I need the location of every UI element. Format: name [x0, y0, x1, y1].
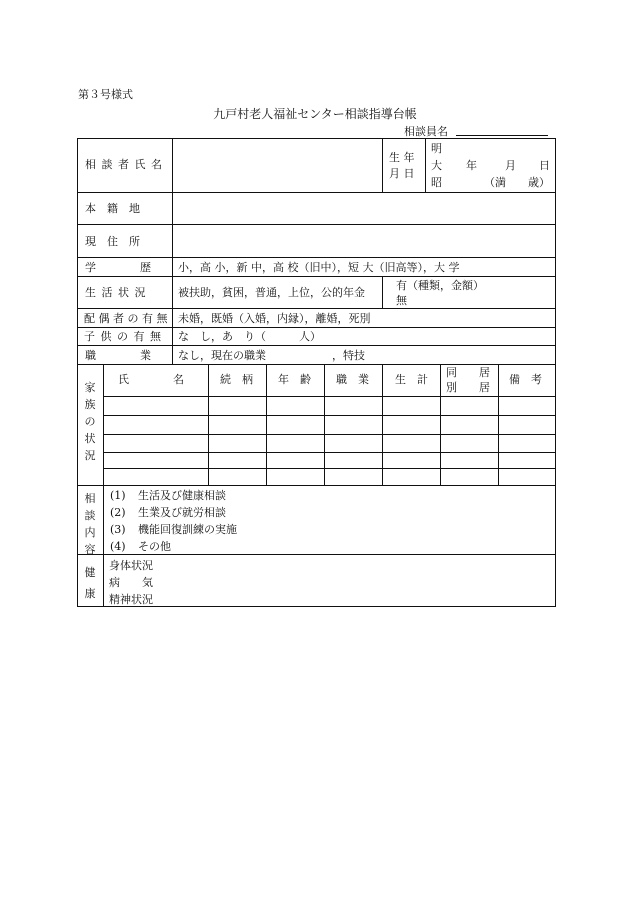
- consultation-section-label: [77, 490, 103, 558]
- rule-family-row4: [103, 468, 556, 469]
- health-mental[interactable]: 精神状況: [109, 593, 153, 606]
- rule-family-header-bottom: [103, 396, 556, 397]
- counselor-name-field[interactable]: [456, 135, 548, 136]
- counselor-label: 相談員名: [404, 125, 448, 138]
- rule-family-col5: [440, 364, 441, 485]
- family-col-relation: 続 柄: [220, 373, 253, 386]
- rule-section-column: [103, 364, 104, 607]
- rule-children-bottom: [77, 345, 556, 346]
- rule-address-bottom: [77, 257, 556, 258]
- year-unit: 年: [466, 159, 477, 172]
- living-label: 生 活 状 況: [85, 286, 147, 299]
- rule-family-row2: [103, 434, 556, 435]
- day-unit: 日: [539, 159, 550, 172]
- consultation-item-num: (3): [110, 523, 126, 536]
- rule-birth-right: [425, 138, 426, 192]
- pension-no[interactable]: 無: [396, 294, 407, 307]
- family-col-cohabit: 同 居: [446, 366, 490, 379]
- era-meiji[interactable]: 明: [431, 142, 442, 155]
- consultation-item-text[interactable]: その他: [138, 540, 171, 553]
- age-text: （満 歳）: [484, 176, 550, 189]
- consultation-item-text[interactable]: 機能回復訓練の実施: [138, 523, 237, 536]
- address-label: 現 住 所: [85, 235, 140, 248]
- form-title: 九戸村老人福祉センター相談指導台帳: [213, 107, 417, 121]
- family-col-separate: 別 居: [446, 381, 490, 394]
- domicile-label: 本 籍 地: [85, 202, 140, 215]
- rule-domicile-bottom: [77, 224, 556, 225]
- rule-family-row3: [103, 452, 556, 453]
- rule-consultation-bottom: [77, 554, 556, 555]
- era-taisho[interactable]: 大: [431, 159, 442, 172]
- occupation-options[interactable]: なし，現在の職業 ，特技: [178, 349, 365, 362]
- rule-birth-left: [382, 138, 383, 192]
- rule-label-column: [172, 138, 173, 364]
- family-col-remarks: 備 考: [509, 373, 542, 386]
- education-options[interactable]: 小，高 小，新 中，高 校（旧中），短 大（旧高等），大 学: [178, 261, 460, 274]
- rule-family-col6: [498, 364, 499, 485]
- family-label-char: 状: [84, 432, 96, 445]
- month-unit: 月: [505, 159, 516, 172]
- pension-yes[interactable]: 有（種類，金額）: [396, 279, 484, 292]
- children-options[interactable]: な し，あ り（ 人）: [178, 330, 321, 343]
- rule-family-col1: [208, 364, 209, 485]
- rule-family-bottom: [77, 485, 556, 486]
- rule-family-col3: [324, 364, 325, 485]
- rule-pension-left: [382, 276, 383, 308]
- birth-label-line2: 月 日: [389, 167, 415, 180]
- family-col-job: 職 業: [336, 373, 369, 386]
- consultation-label-char: 容: [84, 543, 96, 556]
- family-label-char: の: [84, 415, 96, 428]
- health-label-char: 康: [84, 587, 96, 600]
- consultation-item-num: (4): [110, 540, 126, 553]
- form-number: 第３号様式: [78, 88, 133, 101]
- rule-spouse-bottom: [77, 327, 556, 328]
- living-options[interactable]: 被扶助，貧困，普通，上位，公的年金: [178, 286, 365, 299]
- family-section-label: [77, 379, 103, 464]
- consultation-item-num: (1): [110, 489, 126, 502]
- family-col-name: 氏 名: [118, 373, 184, 386]
- rule-living-bottom: [77, 308, 556, 309]
- consultation-label-char: 内: [84, 526, 96, 539]
- health-illness[interactable]: 病 気: [109, 576, 153, 589]
- rule-family-col4: [382, 364, 383, 485]
- occupation-label: 職 業: [85, 349, 151, 362]
- rule-family-col2: [266, 364, 267, 485]
- family-col-age: 年 齢: [278, 373, 311, 386]
- children-label: 子 供 の 有 無: [84, 330, 162, 343]
- client-name-label: 相 談 者 氏 名: [85, 158, 163, 171]
- rule-client-bottom: [77, 192, 556, 193]
- spouse-label: 配 偶 者 の 有 無: [84, 312, 168, 325]
- era-showa[interactable]: 昭: [431, 176, 442, 189]
- consultation-item-num: (2): [110, 506, 126, 519]
- health-physical[interactable]: 身体状況: [109, 559, 153, 572]
- consultation-item-text[interactable]: 生活及び健康相談: [138, 489, 226, 502]
- rule-occupation-bottom: [77, 364, 556, 365]
- rule-family-row1: [103, 415, 556, 416]
- rule-education-bottom: [77, 276, 556, 277]
- consultation-label-char: 談: [84, 509, 96, 522]
- family-label-char: 況: [84, 449, 96, 462]
- spouse-options[interactable]: 未婚，既婚（入婚，内縁），離婚，死別: [178, 312, 371, 325]
- consultation-label-char: 相: [84, 492, 96, 505]
- health-label-char: 健: [84, 566, 96, 579]
- family-col-livelihood: 生 計: [395, 373, 428, 386]
- birth-label-line1: 生 年: [389, 151, 415, 164]
- health-section-label: [77, 562, 103, 604]
- consultation-item-text[interactable]: 生業及び就労相談: [138, 506, 226, 519]
- family-label-char: 族: [84, 398, 96, 411]
- family-label-char: 家: [84, 381, 96, 394]
- education-label: 学 歴: [85, 261, 151, 274]
